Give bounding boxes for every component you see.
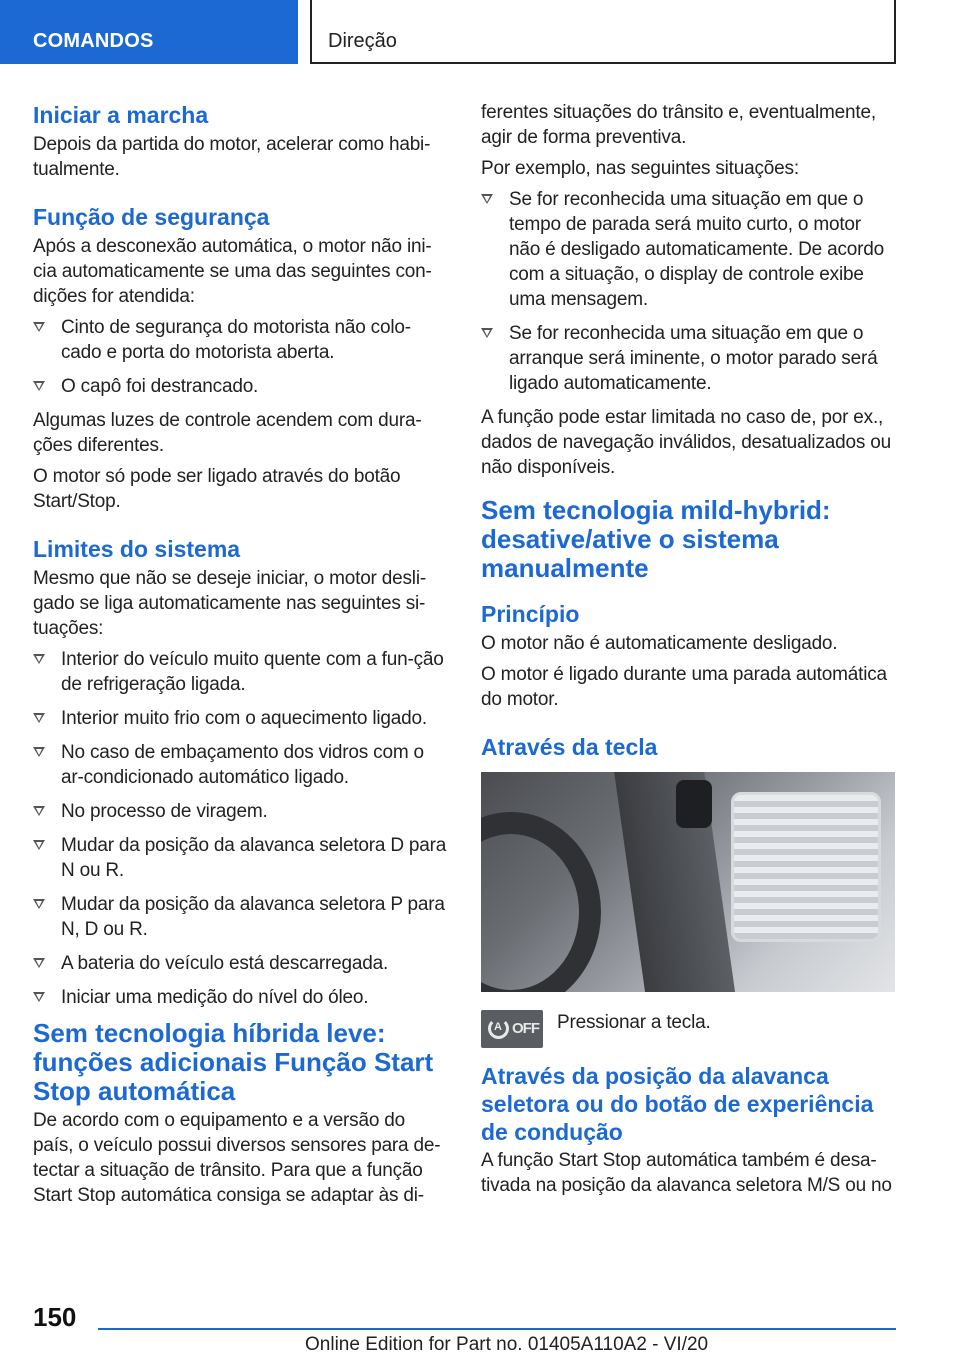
section-tab (0, 0, 298, 64)
section-label: COMANDOS (33, 30, 154, 52)
triangle-bullet-icon (481, 328, 493, 338)
triangle-bullet-icon (33, 899, 45, 909)
dashboard-photo (481, 772, 895, 992)
edition-text: Online Edition for Part no. 01405A110A2 - VI/20 (305, 1334, 709, 1355)
triangle-bullet-icon (33, 747, 45, 757)
triangle-bullet-icon (33, 654, 45, 664)
list-exemplo (481, 187, 895, 396)
heading-funcao-seguranca: Função de segurança (33, 204, 270, 230)
paragraph: Mesmo que não se deseje iniciar, o motor desli-gado se liga automaticamente nas seguintes si-tuações: (33, 568, 426, 639)
heading-sem-hibrida-leve: Sem tecnologia híbrida leve: funções adicionais Função Start Stop automática (33, 1018, 434, 1106)
list-item: Se for reconhecida uma situação em que o tempo de parada será muito curto, o motor não é desligado automaticamente. De acordo com a situação, o display de controle exibe uma mensagem. (481, 187, 895, 312)
chapter-box (310, 0, 896, 64)
list-seguranca (33, 315, 447, 399)
heading-sem-mild-hybrid: Sem tecnologia mild-hybrid: desative/ative o sistema manualmente (481, 495, 831, 583)
triangle-bullet-icon (481, 194, 493, 204)
triangle-bullet-icon (33, 958, 45, 968)
paragraph: O motor só pode ser ligado através do botão Start/Stop. (33, 466, 401, 512)
air-vent-shape (731, 792, 881, 942)
triangle-bullet-icon (33, 840, 45, 850)
auto-start-stop-off-icon: A OFF (481, 1010, 543, 1048)
list-item: A bateria do veículo está descarregada. (33, 951, 447, 976)
paragraph: Algumas luzes de controle acendem com dura-ções diferentes. (33, 410, 422, 456)
list-item: Se for reconhecida uma situação em que o arranque será iminente, o motor parado será ligado automaticamente. (481, 321, 895, 396)
list-limites (33, 647, 447, 1010)
list-item: No caso de embaçamento dos vidros com o ar-condicionado automático ligado. (33, 740, 447, 790)
chapter-label: Direção (328, 30, 397, 52)
paragraph: A função pode estar limitada no caso de, por ex., dados de navegação inválidos, desatualizados ou não disponíveis. (481, 407, 891, 478)
list-item: Cinto de segurança do motorista não colo-cado e porta do motorista aberta. (33, 315, 447, 365)
heading-atraves-tecla: Através da tecla (481, 734, 658, 760)
paragraph: ferentes situações do trânsito e, eventualmente, agir de forma preventiva. (481, 102, 876, 148)
heading-principio: Princípio (481, 601, 580, 627)
list-item: Interior do veículo muito quente com a fun-ção de refrigeração ligada. (33, 647, 447, 697)
list-item: O capô foi destrancado. (33, 374, 447, 399)
paragraph: O motor não é automaticamente desligado. (481, 633, 838, 654)
footer-divider (98, 1328, 896, 1330)
start-stop-button-shape (676, 780, 712, 828)
paragraph: Pressionar a tecla. (557, 1012, 711, 1033)
heading-limites-sistema: Limites do sistema (33, 536, 241, 562)
paragraph: A função Start Stop automática também é desa-tivada na posição da alavanca seletora M/S ou no (481, 1150, 892, 1196)
triangle-bullet-icon (33, 992, 45, 1002)
paragraph: Depois da partida do motor, acelerar como habi-tualmente. (33, 134, 431, 180)
list-item: Mudar da posição da alavanca seletora P para N, D ou R. (33, 892, 447, 942)
paragraph: Após a desconexão automática, o motor não ini-cia automaticamente se uma das seguintes con-dições for atendida: (33, 236, 432, 307)
press-key-row (481, 1010, 895, 1048)
triangle-bullet-icon (33, 713, 45, 723)
list-item: Mudar da posição da alavanca seletora D para N ou R. (33, 833, 447, 883)
right-column (481, 100, 895, 1204)
heading-atraves-alavanca: Através da posição da alavanca seletora ou do botão de experiência de condução (481, 1063, 874, 1145)
triangle-bullet-icon (33, 381, 45, 391)
triangle-bullet-icon (33, 322, 45, 332)
steering-wheel-shape (481, 812, 601, 992)
paragraph: O motor é ligado durante uma parada automática do motor. (481, 664, 887, 710)
paragraph: De acordo com o equipamento e a versão do país, o veículo possui diversos sensores para de-tectar a situação de trânsito. Para que a função Start Stop automática consiga se adaptar às di- (33, 1110, 441, 1206)
list-item: Interior muito frio com o aquecimento ligado. (33, 706, 447, 731)
left-column (33, 100, 447, 1214)
list-item: Iniciar uma medição do nível do óleo. (33, 985, 447, 1010)
page-number: 150 (33, 1302, 77, 1332)
list-item: No processo de viragem. (33, 799, 447, 824)
triangle-bullet-icon (33, 806, 45, 816)
paragraph: Por exemplo, nas seguintes situações: (481, 158, 799, 179)
heading-iniciar-marcha: Iniciar a marcha (33, 102, 209, 128)
